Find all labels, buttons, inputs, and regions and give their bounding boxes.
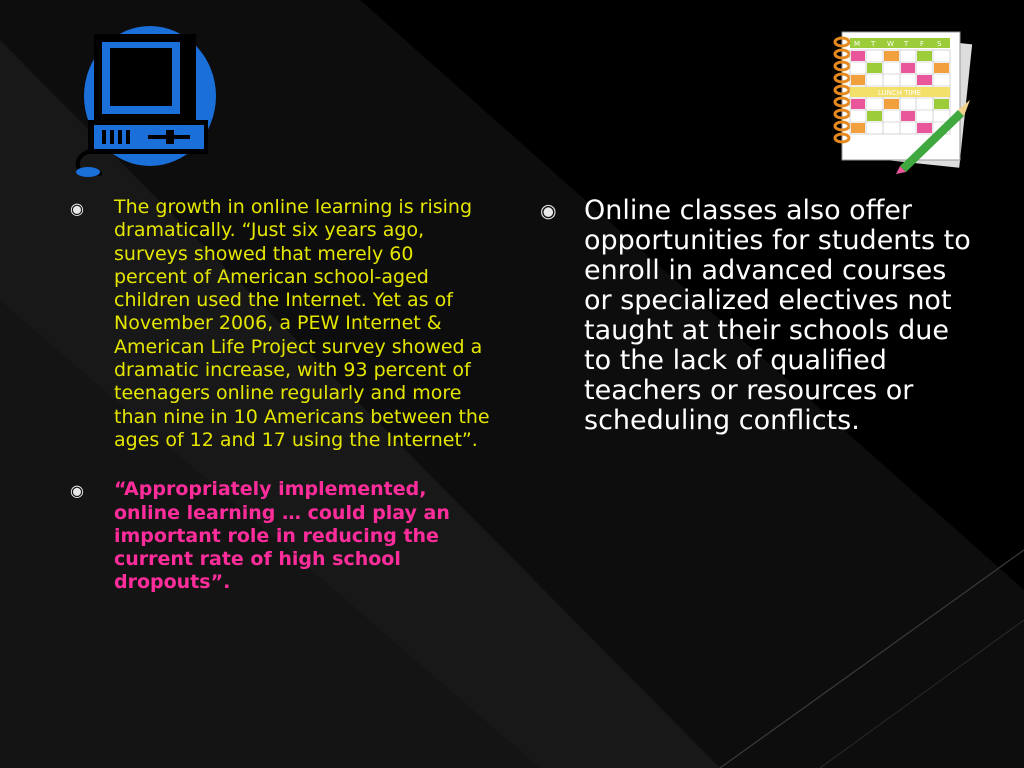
calendar-weekday: M — [854, 40, 861, 48]
bullet-text-internet-growth: The growth in online learning is rising dramatically. “Just six years ago, surveys showed that merely 60 percent of American school-aged children used the Internet. Yet as of November 2006, a PEW Internet & American Life Project survey showed a dramatic increase, with 93 percent of teenagers online regularly and more than nine in 10 Americans between the ages of 12 and 17 using the Internet”. — [114, 196, 490, 451]
bullet-text-dropout-quote: “Appropriately implemented, online learning … could play an important role in reducing the current rate of high school dropouts”. — [114, 478, 450, 594]
list-item — [540, 196, 980, 436]
bullet-text-online-classes: Online classes also offer opportunities for students to enroll in advanced courses or specialized electives not taught at their schools due to the lack of qualified teachers or resources or scheduling conflicts. — [584, 195, 971, 436]
calendar-weekday: T — [904, 40, 909, 48]
computer-icon — [62, 22, 222, 180]
bullet-icon: ◉ — [540, 200, 557, 222]
left-column — [70, 196, 490, 595]
calendar-icon — [818, 28, 978, 176]
bullet-icon: ◉ — [70, 199, 84, 218]
calendar-weekday: F — [920, 40, 925, 48]
calendar-weekday: W — [887, 40, 894, 48]
list-item — [70, 478, 490, 594]
list-item — [70, 196, 490, 452]
bullet-icon: ◉ — [70, 481, 84, 501]
calendar-weekday: T — [871, 40, 876, 48]
right-column — [540, 196, 980, 436]
calendar-weekday: S — [937, 40, 942, 48]
calendar-banner: LUNCH TIME — [878, 89, 922, 97]
